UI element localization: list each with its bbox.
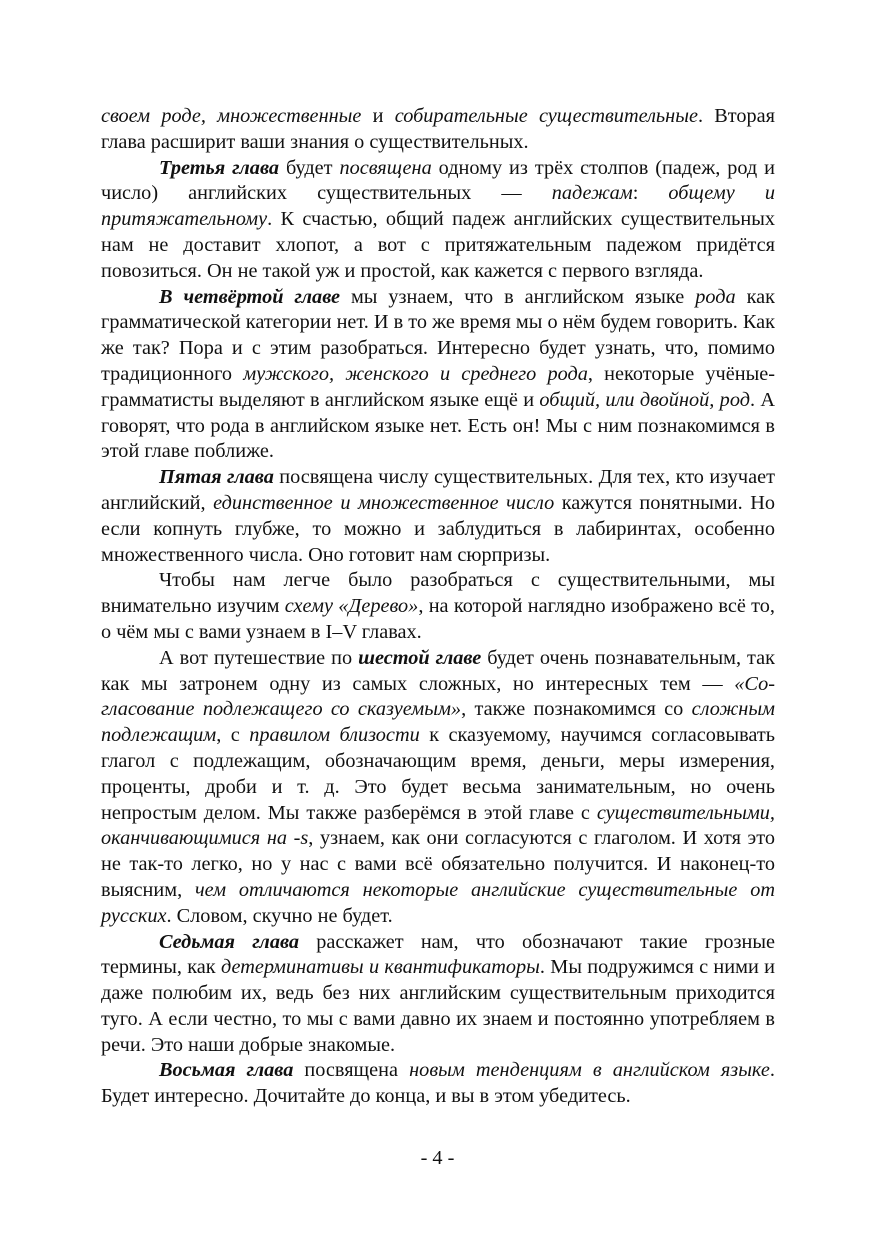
text-run: А вот путешествие по	[159, 646, 359, 669]
italic-text-run: своем роде, множественные	[101, 105, 362, 127]
italic-text-run: «Согласование подлежащего со сказуемым»	[101, 672, 775, 721]
text-run: . К счастью, общий падеж английских существительных нам не доставит хлопот, а вот с притяжательным падежом придётся повозиться. Он не такой уж и простой, как кажется с первого взгляда.	[101, 208, 775, 282]
italic-text-run: общему и притяжательному	[101, 182, 775, 231]
italic-text-run: посвящена	[339, 156, 432, 179]
italic-text-run: рода	[695, 285, 736, 308]
text-run: . Словом, скучно не будет.	[166, 904, 393, 927]
italic-text-run: схему «Дерево»	[284, 595, 419, 618]
page-number: - 4 -	[420, 1147, 455, 1169]
italic-text-run: падежам	[551, 182, 633, 205]
text-run: одному из трёх столпов (падеж, род и число) английских существительных —	[101, 156, 775, 205]
italic-text-run: чем отличаются некоторые английские существительные от русских	[101, 878, 775, 927]
text-run: к сказуемому, научимся согласовывать глагол с подлежащим, обозначающим время, деньги, меры измерения, проценты, дроби и т. д. Это будет весьма занимательным, но очень непростым делом. Мы также разберёмся в этой главе с	[101, 724, 775, 824]
text-run: :	[632, 182, 669, 205]
text-run: расскажет нам, что обозначают такие грозные термины, как	[101, 930, 775, 979]
text-run: , с	[216, 724, 250, 747]
chapter-heading-run: шестой главе	[358, 646, 482, 669]
paragraph	[101, 156, 775, 285]
text-run: . Мы подружимся с ними и даже полюбим их, ведь без них английским существительным приходится туго. А если честно, то мы с вами давно их знаем и постоянно употребляем в речи. Это наши добрые знакомые.	[101, 956, 775, 1056]
text-run: посвящена числу существительных. Для тех, кто изучает английский,	[101, 466, 775, 514]
page-body	[101, 104, 775, 1110]
text-run: . Вторая глава расширит ваши знания о существительных.	[101, 105, 775, 153]
text-run: и	[361, 105, 395, 127]
text-run: будет	[279, 156, 340, 179]
chapter-heading-run: Пятая глава	[159, 466, 274, 489]
chapter-heading-run: Восьмая глава	[159, 1059, 294, 1082]
paragraph	[101, 285, 775, 466]
italic-text-run: общий, или двойной, род	[539, 388, 750, 411]
italic-text-run: мужского, женского и среднего рода	[243, 362, 588, 385]
paragraph	[101, 465, 775, 568]
text-run: . А говорят, что рода в английском языке нет. Есть он! Мы с ним познакомимся в этой главе поближе.	[101, 388, 775, 463]
paragraph	[101, 568, 775, 645]
italic-text-run: детерминативы и квантификаторы	[221, 956, 540, 979]
italic-text-run: новым тенденциям в английском языке	[409, 1059, 770, 1082]
paragraph	[101, 1058, 775, 1110]
text-run: , узнаем, как они согласуются с глаголом. И хотя это не так-то легко, но у нас с вами всё обязательно получится. И наконец-то выясним,	[101, 827, 775, 901]
chapter-heading-run: В четвёртой главе	[159, 285, 341, 308]
chapter-heading-run: Седьмая глава	[159, 930, 300, 953]
text-run: , также познакомимся со	[461, 698, 692, 721]
text-run: Чтобы нам легче было разобраться с существительными, мы внимательно изучим	[101, 569, 775, 618]
paragraph	[101, 104, 775, 156]
text-run: посвящена	[293, 1059, 410, 1082]
italic-text-run: правилом близости	[249, 724, 420, 747]
italic-text-run: сложным подлежащим	[101, 698, 776, 747]
italic-text-run: собирательные существительные	[394, 105, 698, 127]
italic-text-run: единственное и множественное число	[213, 491, 555, 514]
chapter-heading-run: Третья глава	[159, 156, 280, 179]
text-run: кажутся понятными. Но если копнуть глубже, то можно и заблудиться в лабиринтах, особенно множественного числа. Оно готовит нам сюрпризы.	[101, 491, 775, 566]
text-run: как грамматической категории нет. И в то же время мы о нём будем говорить. Как же так? Пора и с этим разобраться. Интересно будет узнать, что, помимо традиционного	[101, 285, 775, 385]
text-run: мы узнаем, что в английском языке	[340, 285, 696, 308]
italic-text-run: существительными, оканчивающимися на -s	[101, 801, 775, 850]
text-run: , на которой наглядно изображено всё то, о чём мы с вами узнаем в I–V главах.	[101, 595, 775, 643]
text-run: будет очень познавательным, так как мы затронем одну из самых сложных, но интересных тем —	[101, 646, 775, 695]
paragraph	[101, 646, 775, 930]
paragraph	[101, 930, 775, 1059]
text-run: . Будет интересно. Дочитайте до конца, и вы в этом убедитесь.	[101, 1059, 775, 1108]
text-run: , некоторые учёные-грамматисты выделяют в английском языке ещё и	[101, 362, 775, 411]
